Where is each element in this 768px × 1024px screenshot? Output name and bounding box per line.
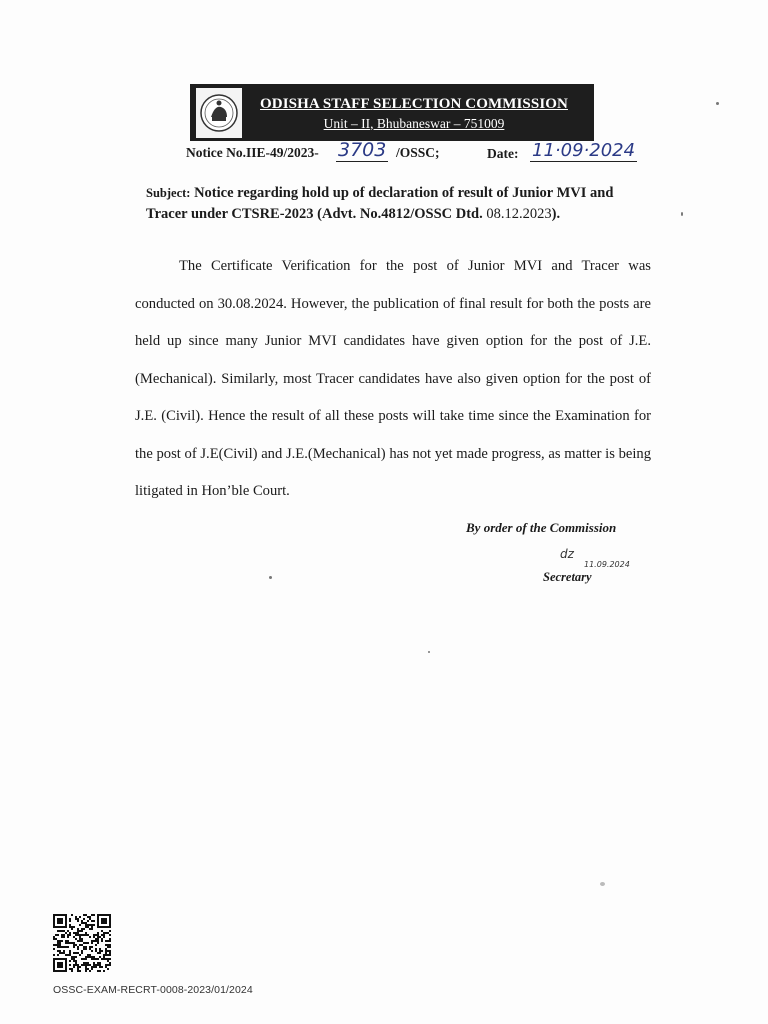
subject-end: ). [551,206,561,222]
scan-speck [600,882,605,886]
by-order-line: By order of the Commission [466,520,617,535]
notice-number-suffix: /OSSC; [396,145,440,160]
odisha-emblem-icon [196,88,242,138]
notice-number-handwritten: 3703 [338,139,387,161]
subject [146,183,656,225]
date-handwritten: 11·09·2024 [532,140,636,161]
subject-label: Subject: [146,186,191,200]
qr-code-icon [53,914,111,972]
scan-speck [269,576,272,579]
letterhead [190,84,594,141]
notice-line [186,139,646,169]
subject-advt-date: 08.12.2023 [486,206,552,222]
subject-text: Notice regarding hold up of declaration of result of Junior MVI and Tracer under CTSRE-2023 (Advt. No.4812/OSSC Dtd. [146,185,614,222]
signature-initials: dz [560,547,574,561]
scan-speck [428,651,430,653]
org-name: ODISHA STAFF SELECTION COMMISSION [260,95,568,112]
scan-speck [681,212,683,216]
date-label: Date: [487,146,519,161]
org-unit: Unit – II, Bhubaneswar – 751009 [323,115,505,131]
body-paragraph: The Certificate Verification for the post of Junior MVI and Tracer was conducted on 30.08.2024. However, the publication of final result for both the posts are held up since many Junior MVI candidates have given option for the post of J.E.(Mechanical). Similarly, most Tracer candidates have also given option for the post of J.E. (Civil). Hence the result of all these posts will take time since the Examination for the post of J.E(Civil) and J.E.(Mechanical) has not yet made progress, as matter is being litigated in Hon’ble Court. [135,258,651,499]
scan-speck [716,102,719,105]
signature-date: 11.09.2024 [584,560,630,569]
designation: Secretary [543,570,592,584]
footer-code: OSSC-EXAM-RECRT-0008-2023/01/2024 [53,984,253,996]
notice-number-prefix: Notice No.IIE-49/2023- [186,145,319,160]
